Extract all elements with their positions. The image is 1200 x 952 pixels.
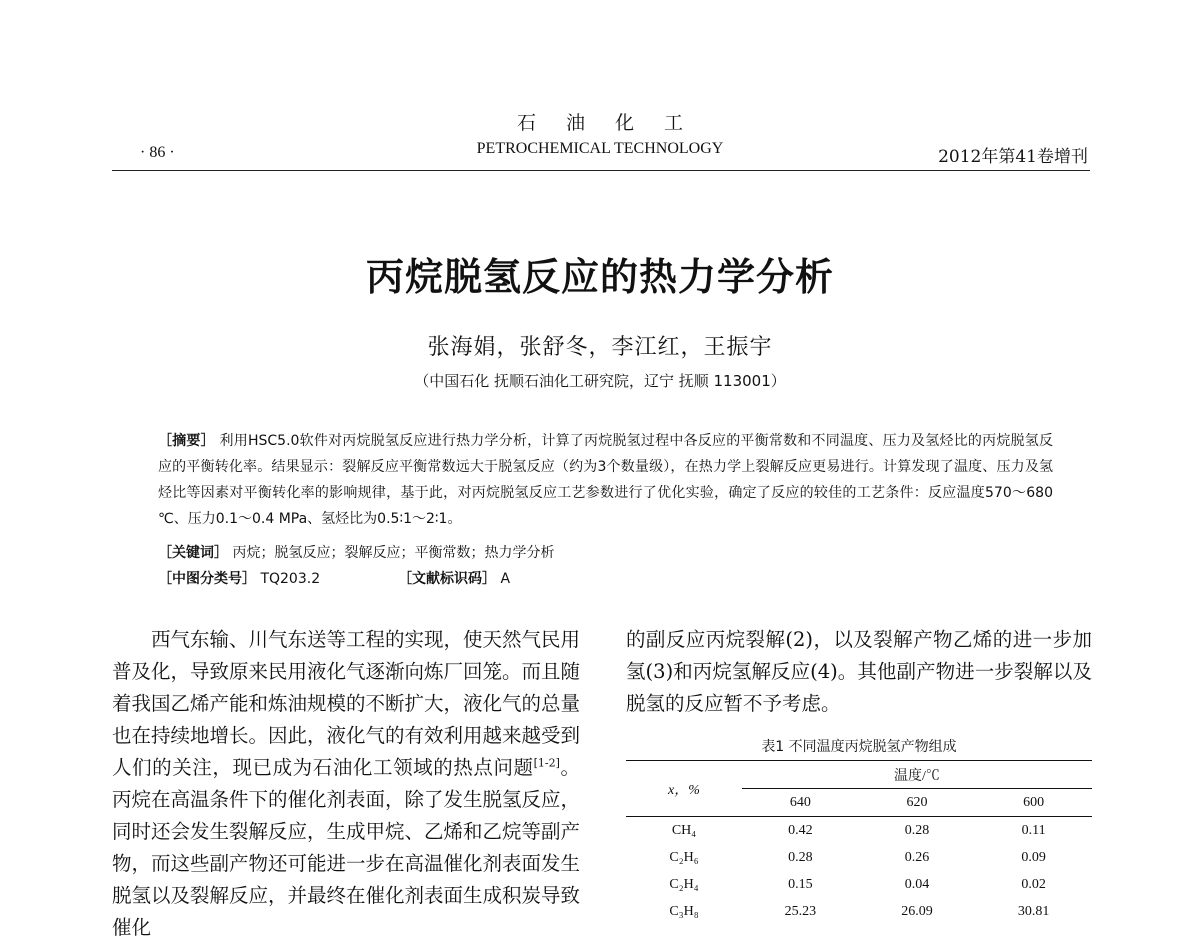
body-right-column — [626, 624, 1092, 720]
body-paragraph — [112, 624, 580, 944]
table-row-header: x，% — [626, 761, 742, 817]
table-col-header: 620 — [859, 789, 976, 817]
table-cell: CH₄ — [671, 822, 697, 838]
table-cell: 0.42 — [788, 822, 813, 838]
classification-label: ［中图分类号］ — [158, 571, 256, 587]
table-row — [626, 871, 1092, 898]
table-cell: 0.15 — [788, 876, 813, 892]
abstract-label: ［摘要］ — [158, 433, 215, 449]
table-cell: C₂H₆ — [669, 849, 699, 865]
author-affiliation: （中国石化 抚顺石油化工研究院，辽宁 抚顺 113001） — [414, 372, 786, 390]
table-1 — [626, 760, 1092, 925]
table-cell: 0.11 — [1021, 822, 1046, 838]
table-cell: 0.28 — [904, 822, 930, 838]
table-row — [626, 817, 1092, 845]
citation: [1-2] — [533, 756, 560, 770]
body-paragraph-right: 的副反应丙烷裂解(2)，以及裂解产物乙烯的进一步加氢(3)和丙烷氢解反应(4)。其他副产物进一步裂解以及脱氢的反应暂不予考虑。 — [626, 628, 1092, 715]
table-cell: 0.28 — [788, 849, 813, 865]
header-rule — [112, 170, 1090, 171]
table-cell: 26.09 — [901, 903, 933, 919]
page-number: · 86 · — [140, 144, 175, 161]
document-code — [398, 568, 510, 588]
table-cell: 0.26 — [904, 849, 930, 865]
table-cell: 0.02 — [1021, 876, 1046, 892]
classification-value: TQ203.2 — [260, 571, 321, 587]
table-cell: 0.04 — [904, 876, 930, 892]
abstract — [158, 428, 1053, 532]
journal-name-english: PETROCHEMICAL TECHNOLOGY — [476, 140, 724, 157]
keywords-label: ［关键词］ — [158, 545, 228, 561]
table-cell: C₃H₈ — [669, 903, 699, 919]
issue-info: 2012年第41卷增刊 — [938, 147, 1088, 167]
table-col-header: 600 — [975, 789, 1092, 817]
table-row — [626, 844, 1092, 871]
table-row — [626, 898, 1092, 925]
table-cell: 25.23 — [784, 903, 817, 919]
body-text-2: 。丙烷在高温条件下的催化剂表面，除了发生脱氢反应，同时还会发生裂解反应，生成甲烷、乙烯和乙烷等副产物，而这些副产物还可能进一步在高温催化剂表面发生脱氢以及裂解反应，并最终在催化剂表面生成积炭导致催化 — [112, 756, 581, 939]
table-col-header: 640 — [742, 789, 859, 817]
table-caption: 表1 不同温度丙烷脱氢产物组成 — [761, 739, 957, 755]
article-title: 丙烷脱氢反应的热力学分析 — [365, 255, 834, 299]
classification — [158, 568, 320, 588]
journal-name-chinese: 石油化工 — [516, 112, 713, 134]
table-cell: C₂H₄ — [669, 876, 699, 892]
table-cell: 30.81 — [1017, 903, 1050, 919]
body-left-column — [112, 624, 580, 944]
abstract-text: 利用HSC5.0软件对丙烷脱氢反应进行热力学分析，计算了丙烷脱氢过程中各反应的平衡常数和不同温度、压力及氢烃比的丙烷脱氢反应的平衡转化率。结果显示：裂解反应平衡常数远大于脱氢反应（约为3个数量级），在热力学上裂解反应更易进行。计算发现了温度、压力及氢烃比等因素对平衡转化率的影响规律，基于此，对丙烷脱氢反应工艺参数进行了优化实验，确定了反应的较佳的工艺条件：反应温度570～680 ℃、压力0.1～0.4 MPa、氢烃比为0.5∶1～2∶1。 — [158, 433, 1054, 527]
document-code-label: ［文献标识码］ — [398, 571, 496, 587]
keywords — [158, 542, 554, 562]
table-group-header: 温度/℃ — [742, 761, 1092, 789]
table-cell: 0.09 — [1021, 849, 1046, 865]
article-authors: 张海娟，张舒冬，李江红，王振宇 — [427, 335, 773, 360]
document-code-value: A — [500, 571, 511, 587]
body-text-1: 西气东输、川气东送等工程的实现，使天然气民用普及化，导致原来民用液化气逐渐向炼厂回笼。而且随着我国乙烯产能和炼油规模的不断扩大，液化气的总量也在持续地增长。因此，液化气的有效利用越来越受到人们的关注，现已成为石油化工领域的热点问题 — [112, 628, 581, 779]
keywords-text: 丙烷；脱氢反应；裂解反应；平衡常数；热力学分析 — [232, 545, 555, 561]
